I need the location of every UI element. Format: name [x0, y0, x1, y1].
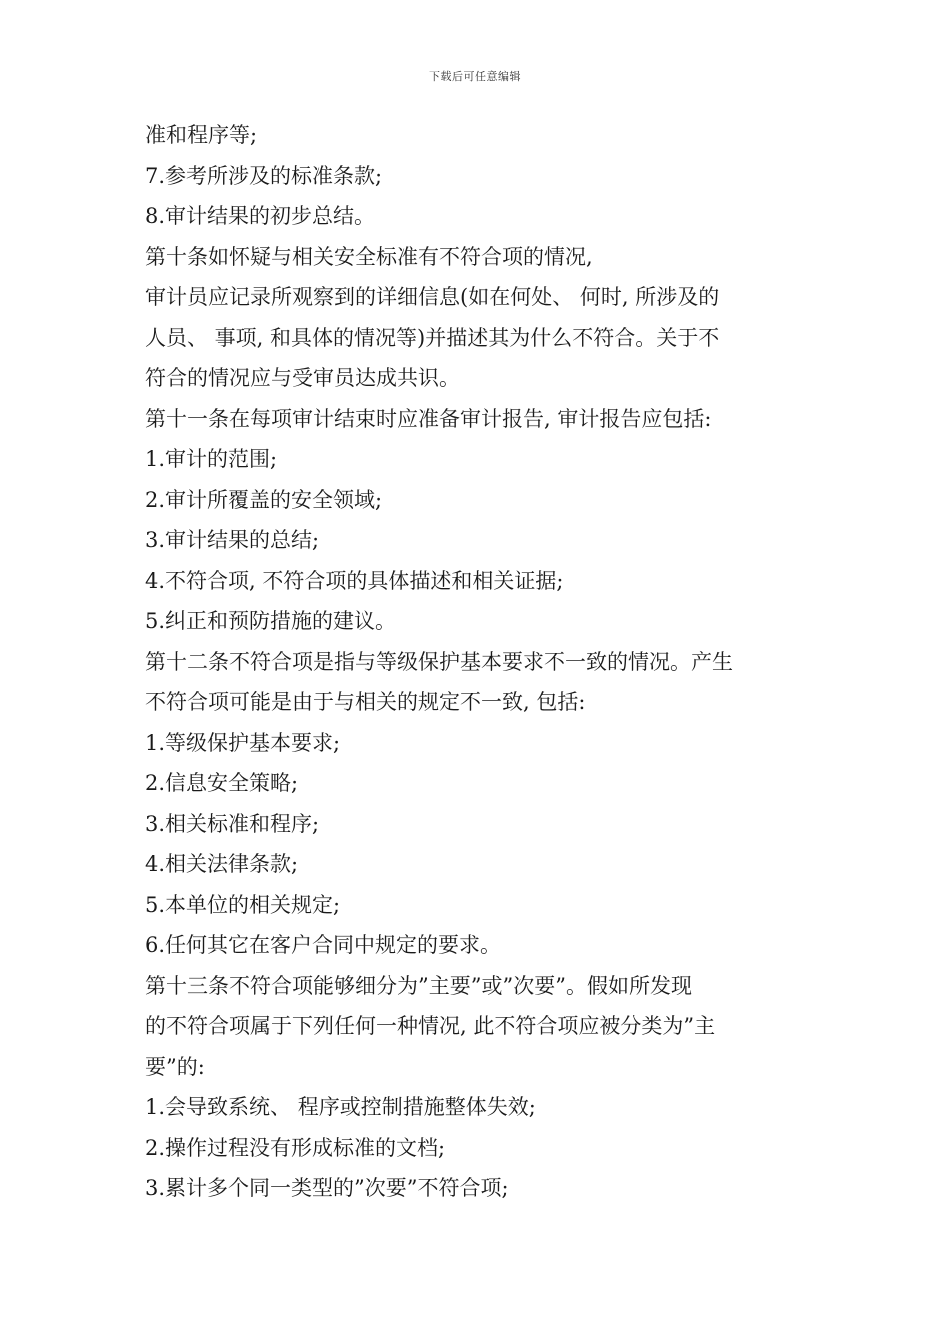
text-line: 第十三条不符合项能够细分为”主要”或”次要”。假如所发现: [145, 973, 692, 998]
text-line: 2.信息安全策略;: [145, 771, 299, 795]
text-line: 1.等级保护基本要求;: [145, 730, 341, 755]
text-line: 不符合项可能是由于与相关的规定不一致, 包括:: [145, 690, 586, 714]
text-line: 第十二条不符合项是指与等级保护基本要求不一致的情况。产生: [145, 649, 733, 674]
text-line: 5.纠正和预防措施的建议。: [145, 609, 397, 633]
text-line: 的不符合项属于下列任何一种情况, 此不符合项应被分类为”主: [145, 1014, 716, 1038]
document-body: [145, 115, 810, 1209]
text-line: 1.会导致系统、 程序或控制措施整体失效;: [145, 1095, 536, 1119]
text-line: 3.累计多个同一类型的”次要”不符合项;: [145, 1176, 509, 1200]
text-line: 6.任何其它在客户合同中规定的要求。: [145, 933, 502, 957]
text-line: 符合的情况应与受审员达成共识。: [145, 366, 460, 390]
text-line: 第十条如怀疑与相关安全标准有不符合项的情况,: [145, 244, 593, 269]
text-line: 4.相关法律条款;: [145, 852, 299, 876]
text-line: 5.本单位的相关规定;: [145, 892, 341, 917]
text-line: 准和程序等;: [145, 123, 258, 147]
text-line: 2.审计所覆盖的安全领域;: [145, 487, 383, 512]
text-line: 8.审计结果的初步总结。: [145, 204, 376, 228]
text-line: 4.不符合项, 不符合项的具体描述和相关证据;: [145, 568, 564, 593]
text-line: 2.操作过程没有形成标准的文档;: [145, 1135, 446, 1160]
text-line: 要”的:: [145, 1054, 205, 1079]
text-line: 第十一条在每项审计结束时应准备审计报告, 审计报告应包括:: [145, 406, 712, 431]
text-line: 人员、 事项, 和具体的情况等)并描述其为什么不符合。关于不: [145, 325, 720, 350]
text-line: 3.相关标准和程序;: [145, 811, 320, 836]
text-line: 7.参考所涉及的标准条款;: [145, 163, 383, 188]
text-line: 审计员应记录所观察到的详细信息(如在何处、 何时, 所涉及的: [145, 285, 720, 309]
text-line: 3.审计结果的总结;: [145, 528, 320, 552]
text-line: 1.审计的范围;: [145, 447, 278, 471]
page-header: 下载后可任意编辑: [429, 70, 521, 83]
